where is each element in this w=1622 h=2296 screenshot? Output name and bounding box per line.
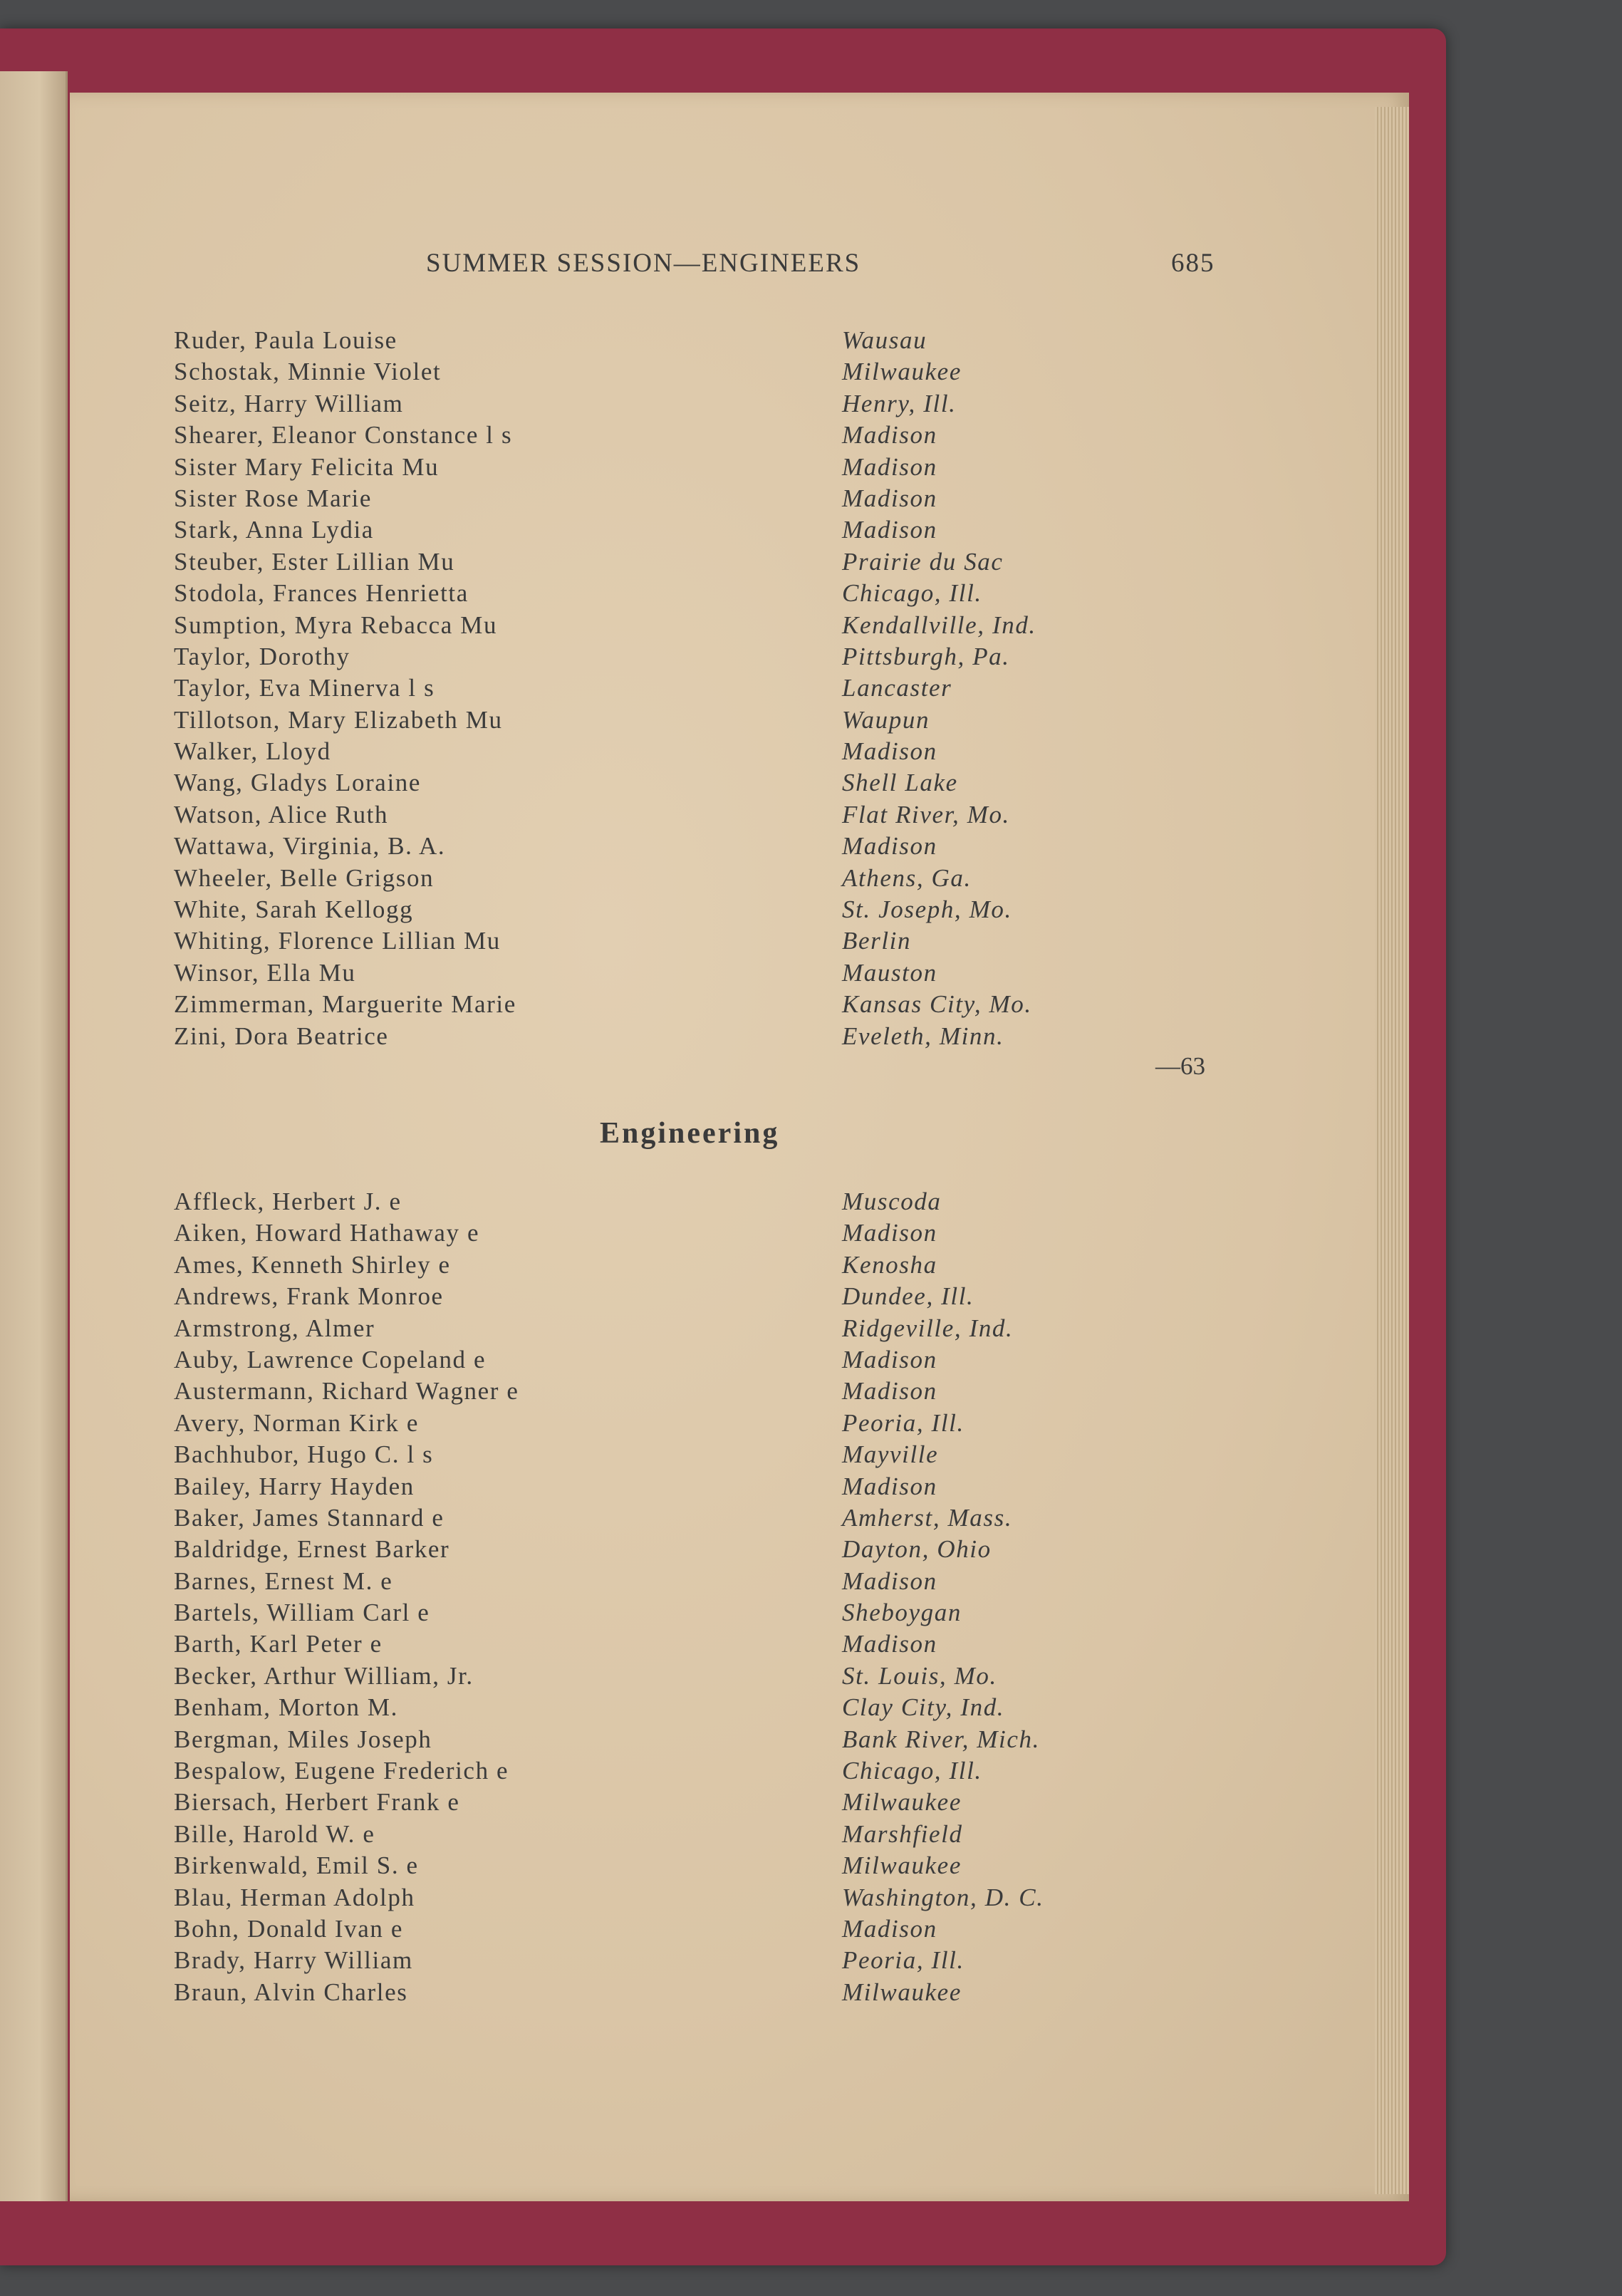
entry-place: Madison [842,832,937,861]
entry-name: Ruder, Paula Louise [174,326,397,354]
entry-place: Washington, D. C. [842,1883,1044,1911]
entry-place: Bank River, Mich. [842,1725,1040,1753]
entry-name: Braun, Alvin Charles [174,1978,408,2006]
entry-place: Marshfield [842,1819,963,1848]
entry-place: Chicago, Ill. [842,579,982,608]
entry-place: Clay City, Ind. [842,1693,1005,1722]
top-places-column [842,325,1036,1052]
entry-name: Walker, Lloyd [174,737,331,766]
entry-name: Sister Mary Felicita Mu [174,452,440,481]
engineering-places-column [842,1186,1044,2008]
entry-place: Eveleth, Minn. [842,1022,1004,1050]
page-stack-edge [1375,107,1409,2194]
entry-name: Sumption, Myra Rebacca Mu [174,611,498,639]
entry-name: Zini, Dora Beatrice [174,1022,389,1050]
entry-place: Kenosha [842,1250,937,1279]
entry-place: St. Joseph, Mo. [842,895,1012,924]
entry-name: Stodola, Frances Henrietta [174,579,469,608]
entry-name: Andrews, Frank Monroe [174,1282,444,1311]
section-count: —63 [1155,1052,1205,1080]
section-heading-engineering: Engineering [600,1117,780,1150]
entry-place: Pittsburgh, Pa. [842,642,1010,670]
entry-place: Dundee, Ill. [842,1282,974,1311]
entry-place: Madison [842,452,937,481]
entry-name: Bergman, Miles Joseph [174,1725,432,1753]
entry-place: Peoria, Ill. [842,1946,965,1975]
entry-place: Madison [842,484,937,512]
entry-place: Berlin [842,927,912,955]
entry-place: Madison [842,421,937,450]
entry-name: Blau, Herman Adolph [174,1883,415,1911]
entry-place: Madison [842,737,937,766]
entry-name: Bespalow, Eugene Frederich e [174,1757,509,1785]
entry-place: Sheboygan [842,1599,962,1627]
entry-place: Athens, Ga. [842,863,972,892]
entry-name: Wang, Gladys Loraine [174,769,421,797]
entry-name: Sister Rose Marie [174,484,372,512]
entry-name: Barth, Karl Peter e [174,1630,383,1658]
entry-place: Muscoda [842,1188,942,1215]
entry-name: Baldridge, Ernest Barker [174,1535,450,1564]
entry-name: Austermann, Richard Wagner e [174,1377,519,1406]
entry-name: Benham, Morton M. [174,1693,398,1722]
entry-name: Bartels, William Carl e [174,1599,430,1627]
entry-place: Kansas City, Mo. [842,990,1032,1019]
entry-name: Birkenwald, Emil S. e [174,1851,419,1880]
entry-place: Wausau [842,326,927,354]
entry-name: Shearer, Eleanor Constance l s [174,421,513,450]
entry-name: Bohn, Donald Ivan e [174,1914,404,1943]
engineering-names-column [174,1186,519,2008]
entry-name: Avery, Norman Kirk e [174,1408,419,1437]
entry-place: Madison [842,1630,937,1658]
entry-place: Chicago, Ill. [842,1757,982,1785]
entry-place: Waupun [842,705,930,734]
entry-place: Madison [842,1914,937,1943]
entry-name: Wheeler, Belle Grigson [174,863,435,892]
entry-place: Madison [842,1377,937,1406]
entry-place: Madison [842,1472,937,1500]
entry-name: Watson, Alice Ruth [174,800,389,828]
entry-name: Biersach, Herbert Frank e [174,1788,460,1817]
entry-name: Taylor, Eva Minerva l s [174,674,435,702]
left-page-edge [0,71,68,2201]
entry-name: Auby, Lawrence Copeland e [174,1345,487,1373]
running-title: SUMMER SESSION—ENGINEERS [426,249,861,278]
entry-name: Stark, Anna Lydia [174,516,374,544]
entry-place: Shell Lake [842,769,958,797]
entry-name: Whiting, Florence Lillian Mu [174,927,501,955]
entry-name: Affleck, Herbert J. e [174,1188,402,1215]
entry-place: Madison [842,1567,937,1595]
entry-name: Steuber, Ester Lillian Mu [174,547,455,576]
entry-name: Winsor, Ella Mu [174,958,356,987]
entry-name: Schostak, Minnie Violet [174,358,442,386]
entry-name: Taylor, Dorothy [174,642,350,670]
entry-place: Mayville [842,1440,939,1469]
entry-place: Ridgeville, Ind. [842,1314,1014,1342]
entry-name: Becker, Arthur William, Jr. [174,1661,474,1690]
entry-place: St. Louis, Mo. [842,1661,997,1690]
entry-place: Madison [842,1219,937,1247]
entry-place: Prairie du Sac [842,547,1004,576]
entry-name: Zimmerman, Marguerite Marie [174,990,516,1019]
entry-name: Seitz, Harry William [174,389,404,417]
entry-name: Brady, Harry William [174,1946,413,1975]
entry-name: Tillotson, Mary Elizabeth Mu [174,705,503,734]
entry-place: Milwaukee [842,1788,962,1817]
entry-place: Milwaukee [842,1978,962,2006]
entry-name: Aiken, Howard Hathaway e [174,1219,480,1247]
entry-place: Amherst, Mass. [842,1503,1013,1532]
entry-name: Wattawa, Virginia, B. A. [174,832,446,861]
entry-name: Bachhubor, Hugo C. l s [174,1440,434,1469]
entry-name: Barnes, Ernest M. e [174,1567,393,1595]
entry-place: Flat River, Mo. [842,800,1010,828]
entry-place: Madison [842,1345,937,1373]
entry-name: Ames, Kenneth Shirley e [174,1250,451,1279]
entry-place: Kendallville, Ind. [842,611,1036,639]
entry-name: Bille, Harold W. e [174,1819,375,1848]
entry-place: Peoria, Ill. [842,1408,965,1437]
entry-place: Madison [842,516,937,544]
top-names-column [174,325,516,1052]
entry-place: Mauston [842,958,937,987]
entry-place: Henry, Ill. [842,389,957,417]
entry-name: Armstrong, Almer [174,1314,375,1342]
entry-name: Baker, James Stannard e [174,1503,445,1532]
page-number: 685 [1171,249,1215,278]
running-header [0,248,1622,284]
entry-place: Milwaukee [842,358,962,386]
entry-name: Bailey, Harry Hayden [174,1472,415,1500]
entry-place: Dayton, Ohio [842,1535,992,1564]
entry-place: Milwaukee [842,1851,962,1880]
entry-name: White, Sarah Kellogg [174,895,414,924]
entry-place: Lancaster [842,674,952,702]
